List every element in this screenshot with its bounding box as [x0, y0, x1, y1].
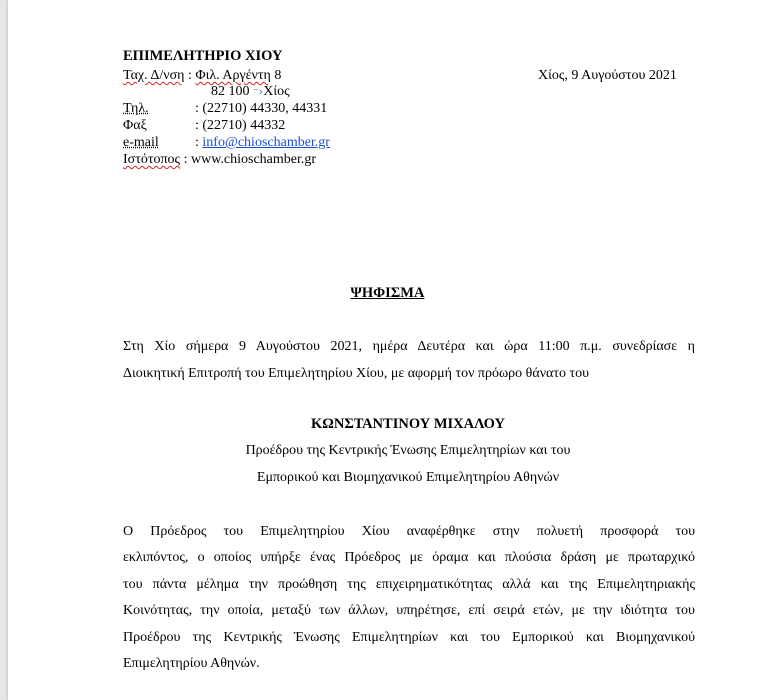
- address-separator: :: [184, 68, 196, 83]
- email-separator: :: [195, 135, 203, 150]
- intro-line-2: Διοικητική Επιτροπή του Επιμελητηρίου Χίου, με αφορμή τον πρόωρο θάνατο του: [123, 366, 590, 381]
- autocorrect-arrow-icon: ⁻›: [253, 85, 264, 98]
- body-line-6: Επιμελητηρίου Αθηνών.: [123, 656, 260, 671]
- email-line: [195, 135, 330, 150]
- fax-value: : (22710) 44332: [195, 118, 286, 133]
- document-page: [8, 0, 767, 700]
- body-line-2: εκλιπόντος, ο οποίος υπήρξε ένας Πρόεδρος με όραμα και πλούσια δράση με πρωταρχικό: [123, 550, 695, 565]
- address-street: Φιλ. Αργέντη: [195, 68, 271, 83]
- email-label: e-mail: [123, 135, 159, 150]
- fax-label: Φαξ: [123, 118, 147, 133]
- deceased-role-line-1: Προέδρου της Κεντρικής Ένωσης Επιμελητηρίων και του: [245, 443, 571, 458]
- body-line-5: Προέδρου της Κεντρικής Ένωσης Επιμελητηρίων και του Εμπορικού και Βιομηχανικού: [123, 630, 695, 645]
- website-line: [123, 152, 316, 167]
- organization-name: ΕΠΙΜΕΛΗΤΗΡΙΟ ΧΙΟΥ: [123, 48, 283, 64]
- postal-code: 82 100: [211, 84, 250, 99]
- postal-line: [211, 84, 290, 99]
- document-title: ΨΗΦΙΣΜΑ: [350, 285, 425, 301]
- phone-value: : (22710) 44330, 44331: [195, 101, 328, 116]
- address-number: 8: [270, 68, 282, 83]
- body-line-1: Ο Πρόεδρος του Επιμελητηρίου Χίου αναφέρθηκε στην πολυετή προσφορά του: [123, 524, 695, 539]
- body-line-4: Κοινότητας, την οποία, μεταξύ των άλλων, υπηρέτησε, επί σειρά ετών, με την ιδιότητα του: [123, 603, 695, 618]
- website-label: Ιστότοπος: [123, 152, 181, 167]
- address-line: [123, 68, 281, 83]
- deceased-name: ΚΩΝΣΤΑΝΤΙΝΟΥ ΜΙΧΑΛΟΥ: [310, 416, 506, 432]
- intro-line-1: Στη Χίο σήμερα 9 Αυγούστου 2021, ημέρα Δευτέρα και ώρα 11:00 π.μ. συνεδρίασε η: [123, 339, 695, 354]
- body-line-3: του πάντα μέλημα την προώθηση της επιχειρηματικότητας αλλά και της Επιμελητηριακής: [123, 577, 695, 592]
- website-value: www.chioschamber.gr: [190, 152, 317, 167]
- phone-label: Τηλ.: [123, 101, 149, 116]
- email-link[interactable]: info@chioschamber.gr: [202, 135, 330, 150]
- deceased-role-line-2: Εμπορικού και Βιομηχανικού Επιμελητηρίου Αθηνών: [256, 470, 560, 485]
- place-date: Χίος, 9 Αυγούστου 2021: [538, 68, 677, 83]
- address-label: Ταχ. Δ/νση: [123, 68, 185, 83]
- city: Χίος: [263, 84, 290, 99]
- website-separator: :: [180, 152, 191, 167]
